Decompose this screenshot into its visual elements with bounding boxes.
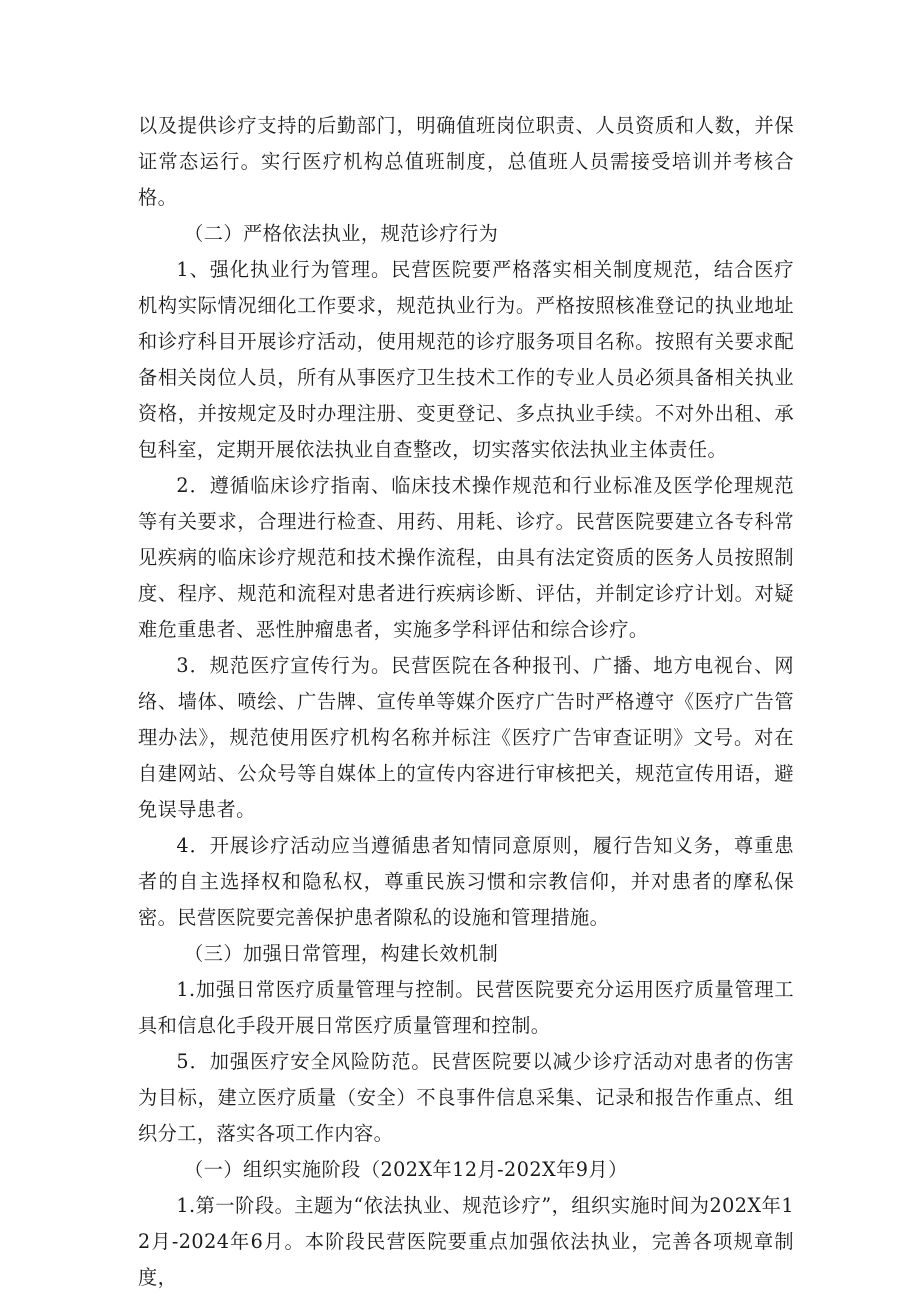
section-heading-3: （三）加强日常管理，构建长效机制 (184, 942, 499, 965)
section-heading-phase: （一）组织实施阶段（202X年12月-202X年9月） (184, 1158, 628, 1181)
document-body (138, 108, 794, 1296)
paragraph-item-1b: 1.加强日常医疗质量管理与控制。民营医院要充分运用医疗质量管理工具和信息化手段开展日常医疗质量管理和控制。 (138, 978, 794, 1037)
paragraph-item-5: 5．加强医疗安全风险防范。民营医院要以减少诊疗活动对患者的伤害为目标，建立医疗质量（安全）不良事件信息采集、记录和报告作重点、组织分工，落实各项工作内容。 (138, 1050, 794, 1145)
paragraph-item-4: 4．开展诊疗活动应当遵循患者知情同意原则，履行告知义务，尊重患者的自主选择权和隐私权，尊重民族习惯和宗教信仰，并对患者的摩私保密。民营医院要完善保护患者隙私的设施和管理措施。 (138, 834, 794, 929)
paragraph-item-2: 2．遵循临床诊疗指南、临床技术操作规范和行业标准及医学伦理规范等有关要求，合理进行检查、用药、用耗、诊疗。民营医院要建立各专科常见疾病的临床诊疗规范和技术操作流程，由具有法定资质的医务人员按照制度、程序、规范和流程对患者进行疾病诊断、评估，并制定诊疗计划。对疑难危重患者、恶性肿瘤患者，实施多学科评估和综合诊疗。 (138, 474, 794, 641)
paragraph-phase-1: 1.第一阶段。主题为“依法执业、规范诊疗”，组织实施时间为202X年12月-2024年6月。本阶段民营医院要重点加强依法执业，完善各项规章制度， (138, 1194, 794, 1289)
paragraph-item-3: 3．规范医疗宣传行为。民营医院在各种报刊、广播、地方电视台、网络、墙体、喷绘、广告牌、宣传单等媒介医疗广告时严格遵守《医疗广告管理办法》，规范使用医疗机构名称并标注《医疗广告审查证明》文号。对在自建网站、公众号等自媒体上的宣传内容进行审核把关，规范宣传用语，避免误导患者。 (138, 654, 794, 821)
paragraph-item-1: 1、强化执业行为管理。民营医院要严格落实相关制度规范，结合医疗机构实际情况细化工作要求，规范执业行为。严格按照核准登记的执业地址和诊疗科目开展诊疗活动，使用规范的诊疗服务项目名称。按照有关要求配备相关岗位人员，所有从事医疗卫生技术工作的专业人员必须具备相关执业资格，并按规定及时办理注册、变更登记、多点执业手续。不对外出租、承包科室，定期开展依法执业自查整改，切实落实依法执业主体责任。 (138, 258, 794, 461)
paragraph-continuation: 以及提供诊疗支持的后勤部门，明确值班岗位职责、人员资质和人数，并保证常态运行。实行医疗机构总值班制度，总值班人员需接受培训并考核合格。 (138, 114, 794, 209)
section-heading-2: （二）严格依法执业，规范诊疗行为 (184, 222, 499, 245)
